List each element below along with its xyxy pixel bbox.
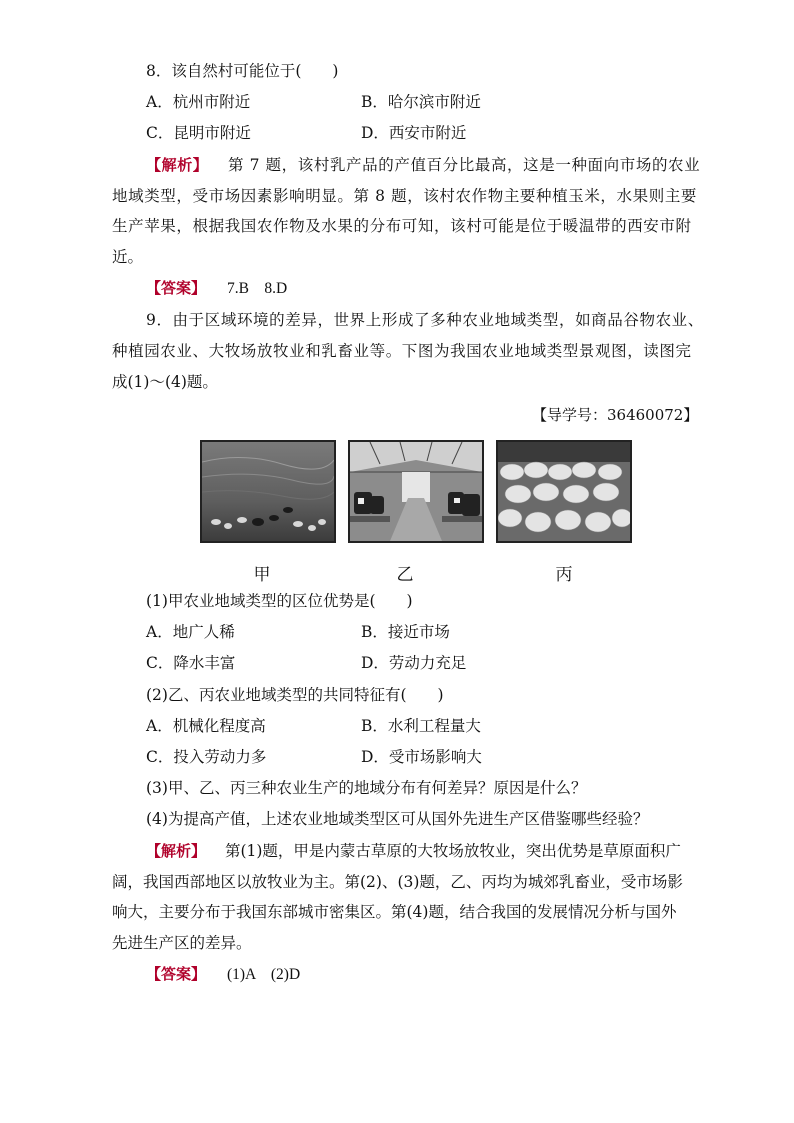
q9-line1: 9．由于区域环境的差异，世界上形成了多种农业地域类型，如商品谷物农业、 [146, 311, 704, 329]
q9-sub2-option-b: B．水利工程量大 [361, 717, 481, 735]
analysis-tag: 【解析】 [146, 842, 207, 860]
analysis1-line3: 生产苹果，根据我国农作物及水果的分布可知，该村可能是位于暖温带的西安市附 [112, 217, 692, 235]
label-bing: 丙 [555, 565, 573, 585]
analysis2-text: 第(1)题，甲是内蒙古草原的大牧场放牧业，突出优势是草原面积广 [224, 842, 681, 860]
answer-tag: 【答案】 [146, 965, 207, 983]
goats-image [498, 442, 630, 541]
q9-line2: 种植园农业、大牧场放牧业和乳畜业等。下图为我国农业地域类型景观图，读图完 [112, 342, 692, 360]
answer1-text: 7.B 8.D [226, 280, 288, 297]
q8-stem: 8．该自然村可能位于( ) [146, 62, 339, 80]
barn-image [350, 442, 482, 541]
q9-line3: 成(1)～(4)题。 [112, 373, 218, 391]
label-yi: 乙 [396, 565, 414, 585]
q9-sub1-option-c: C．降水丰富 [146, 654, 236, 672]
q9-sub3: (3)甲、乙、丙三种农业生产的地域分布有何差异？原因是什么？ [146, 779, 587, 797]
grassland-image [202, 442, 334, 541]
analysis-tag: 【解析】 [146, 156, 209, 174]
label-jia: 甲 [253, 565, 271, 585]
q8-option-d: D．西安市附近 [361, 124, 467, 142]
q9-sub2-stem: (2)乙、丙农业地域类型的共同特征有( ) [146, 686, 444, 704]
answer2-text: (1)A (2)D [226, 966, 301, 983]
q8-option-c: C．昆明市附近 [146, 124, 251, 142]
q8-option-a: A．杭州市附近 [146, 93, 251, 111]
analysis2-line2: 阔，我国西部地区以放牧业为主。第(2)、(3)题，乙、丙均为城郊乳畜业，受市场影 [112, 873, 683, 891]
answer1 [146, 276, 287, 301]
q8-option-b: B．哈尔滨市附近 [361, 93, 481, 111]
analysis1-line4: 近。 [112, 248, 144, 266]
guide-number: 【导学号：36460072】 [532, 406, 699, 424]
analysis2-line3: 响大，主要分布于我国东部城市密集区。第(4)题，结合我国的发展情况分析与国外 [112, 903, 677, 921]
analysis1-line2: 地域类型，受市场因素影响明显。第 8 题，该村农作物主要种植玉米，水果则主要 [112, 187, 698, 205]
answer2 [146, 962, 300, 987]
analysis2-line4: 先进生产区的差异。 [112, 934, 252, 952]
analysis1-line1 [146, 153, 700, 177]
q9-sub4: (4)为提高产值，上述农业地域类型区可从国外先进生产区借鉴哪些经验？ [146, 810, 649, 828]
q9-sub1-stem: (1)甲农业地域类型的区位优势是( ) [146, 592, 413, 610]
photo-goat-herd [496, 440, 632, 543]
q9-sub2-option-c: C．投入劳动力多 [146, 748, 267, 766]
photo-dairy-barn-cows [348, 440, 484, 543]
q9-sub1-option-b: B．接近市场 [361, 623, 450, 641]
q9-sub1-option-a: A．地广人稀 [146, 623, 235, 641]
analysis1-text: 第 7 题，该村乳产品的产值百分比最高，这是一种面向市场的农业 [227, 156, 701, 174]
photo-grassland-grazing [200, 440, 336, 543]
q9-sub2-option-a: A．机械化程度高 [146, 717, 266, 735]
q9-sub1-option-d: D．劳动力充足 [361, 654, 467, 672]
analysis2-line1 [146, 839, 681, 863]
q9-sub2-option-d: D．受市场影响大 [361, 748, 482, 766]
answer-tag: 【答案】 [146, 279, 207, 297]
